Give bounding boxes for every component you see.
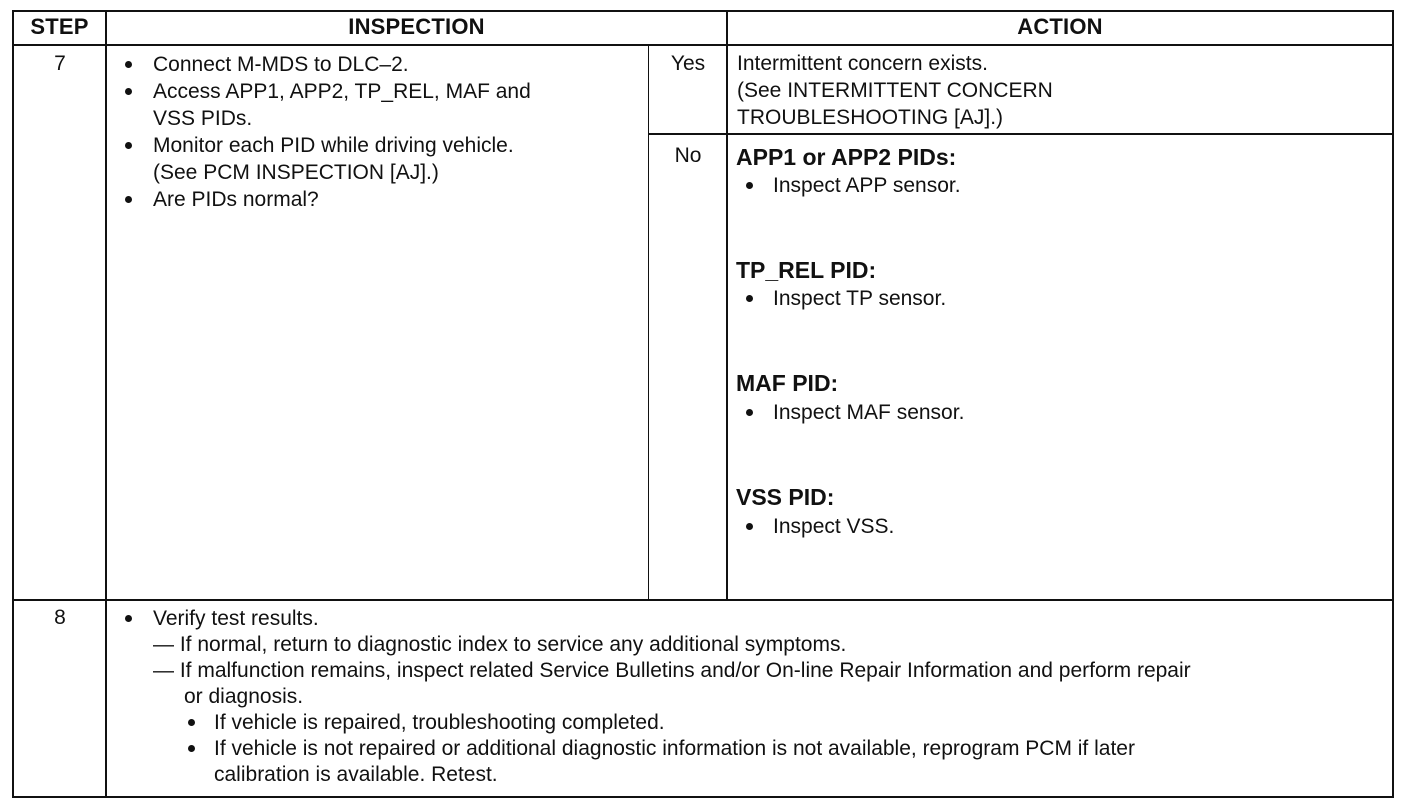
bullet-icon: [125, 142, 132, 149]
bullet-icon: [125, 61, 132, 68]
step8-sub-item: calibration is available. Retest.: [214, 763, 498, 786]
bullet-icon: [188, 719, 195, 726]
yes-action-line: TROUBLESHOOTING [AJ].): [737, 106, 1004, 129]
inspection-line: Connect M-MDS to DLC–2.: [153, 53, 409, 76]
step8-dash-line: — If malfunction remains, inspect related Service Bulletins and/or On-line Repair Information and perform repair: [153, 659, 1191, 682]
no-group-title: APP1 or APP2 PIDs:: [736, 144, 957, 170]
step-divider: [105, 10, 107, 798]
yes-no-rule: [648, 133, 1394, 135]
no-group-title: MAF PID:: [736, 370, 839, 396]
bullet-icon: [746, 523, 753, 530]
header-inspection: INSPECTION: [348, 14, 485, 39]
step8-dash-line: or diagnosis.: [184, 685, 304, 708]
no-group-item: Inspect APP sensor.: [773, 174, 961, 197]
yes-action-line: Intermittent concern exists.: [737, 52, 988, 75]
yesno-divider: [648, 44, 649, 600]
no-group-item: Inspect TP sensor.: [773, 287, 947, 310]
bullet-icon: [746, 409, 753, 416]
inspection-line: Monitor each PID while driving vehicle.: [153, 134, 514, 157]
step8-dash-line: — If normal, return to diagnostic index to service any additional symptoms.: [153, 633, 847, 656]
table-border-left: [12, 10, 14, 798]
no-label: No: [674, 144, 702, 167]
bullet-icon: [125, 196, 132, 203]
no-group-item: Inspect MAF sensor.: [773, 401, 965, 424]
step8-sub-item: If vehicle is not repaired or additional diagnostic information is not available, reprogram PCM if later: [214, 737, 1135, 760]
bullet-icon: [746, 182, 753, 189]
yes-label: Yes: [670, 52, 706, 75]
step8-bullet: Verify test results.: [153, 607, 319, 630]
bullet-icon: [188, 745, 195, 752]
no-group-item: Inspect VSS.: [773, 515, 895, 538]
step-number-8: 8: [54, 606, 66, 629]
table-border-right: [1392, 10, 1394, 798]
header-step: STEP: [30, 14, 89, 39]
header-rule: [12, 44, 1394, 46]
step8-sub-item: If vehicle is repaired, troubleshooting completed.: [214, 711, 665, 734]
no-group-title: VSS PID:: [736, 484, 835, 510]
action-divider: [726, 10, 728, 600]
inspection-line: (See PCM INSPECTION [AJ].): [153, 161, 439, 184]
inspection-line: Are PIDs normal?: [153, 188, 319, 211]
no-group-title: TP_REL PID:: [736, 257, 877, 283]
step-number-7: 7: [54, 52, 66, 75]
bullet-icon: [746, 295, 753, 302]
header-action: ACTION: [1017, 14, 1103, 39]
table-border-bottom: [12, 796, 1394, 798]
step-row-rule: [12, 599, 1394, 601]
bullet-icon: [125, 88, 132, 95]
inspection-line: VSS PIDs.: [153, 107, 253, 130]
yes-action-line: (See INTERMITTENT CONCERN: [737, 79, 1053, 102]
inspection-line: Access APP1, APP2, TP_REL, MAF and: [153, 80, 531, 103]
bullet-icon: [125, 615, 132, 622]
